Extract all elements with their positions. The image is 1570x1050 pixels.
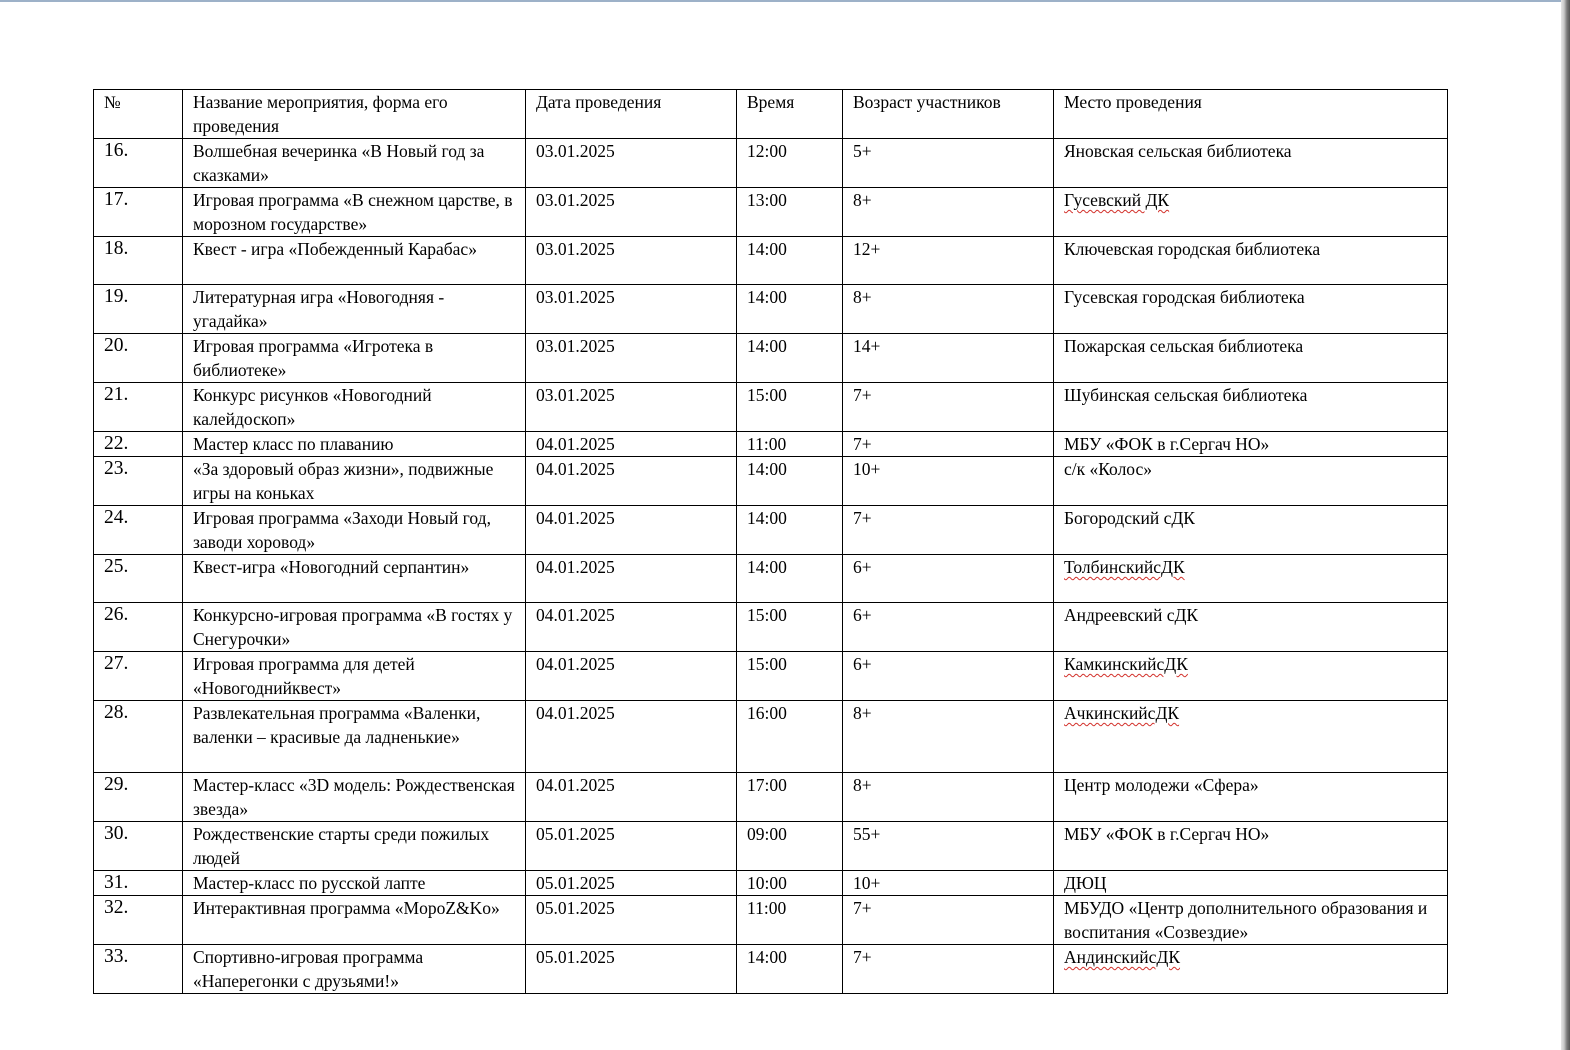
event-age: 7+ bbox=[843, 945, 1054, 994]
event-place-text: Гусевский ДК bbox=[1064, 190, 1170, 210]
event-place-text: КамкинскийсДК bbox=[1064, 654, 1188, 674]
row-num: 25. bbox=[94, 555, 183, 603]
event-age: 6+ bbox=[843, 555, 1054, 603]
event-name: Конкурс рисунков «Новогодний калейдоскоп» bbox=[183, 383, 526, 432]
event-time: 11:00 bbox=[737, 432, 843, 457]
event-date: 03.01.2025 bbox=[526, 383, 737, 432]
event-date: 04.01.2025 bbox=[526, 432, 737, 457]
event-age: 10+ bbox=[843, 871, 1054, 896]
event-age: 10+ bbox=[843, 457, 1054, 506]
event-time: 09:00 bbox=[737, 822, 843, 871]
event-name: Игровая программа для детей «Новогоднийквест» bbox=[183, 652, 526, 701]
event-name: Игровая программа «В снежном царстве, в морозном государстве» bbox=[183, 188, 526, 237]
event-name: Интерактивная программа «MopoZ&Ko» bbox=[183, 896, 526, 945]
event-place: МБУДО «Центр дополнительного образования и воспитания «Созвездие» bbox=[1054, 896, 1448, 945]
event-time: 14:00 bbox=[737, 285, 843, 334]
event-place bbox=[1054, 945, 1448, 994]
row-num: 21. bbox=[94, 383, 183, 432]
row-num: 22. bbox=[94, 432, 183, 457]
event-name: Волшебная вечеринка «В Новый год за сказками» bbox=[183, 139, 526, 188]
event-date: 04.01.2025 bbox=[526, 603, 737, 652]
event-place bbox=[1054, 652, 1448, 701]
event-name: Литературная игра «Новогодняя - угадайка» bbox=[183, 285, 526, 334]
event-place: МБУ «ФОК в г.Сергач НО» bbox=[1054, 432, 1448, 457]
table-row bbox=[94, 896, 1448, 945]
event-date: 03.01.2025 bbox=[526, 188, 737, 237]
table-row bbox=[94, 506, 1448, 555]
event-time: 12:00 bbox=[737, 139, 843, 188]
event-name: Мастер-класс «3D модель: Рождественская звезда» bbox=[183, 773, 526, 822]
table-row bbox=[94, 701, 1448, 773]
row-num: 32. bbox=[94, 896, 183, 945]
event-age: 8+ bbox=[843, 773, 1054, 822]
table-row bbox=[94, 652, 1448, 701]
event-date: 04.01.2025 bbox=[526, 773, 737, 822]
row-num: 16. bbox=[94, 139, 183, 188]
row-num: 18. bbox=[94, 237, 183, 285]
event-name: Игровая программа «Заходи Новый год, заводи хоровод» bbox=[183, 506, 526, 555]
window-top-border bbox=[0, 0, 1570, 2]
event-time: 15:00 bbox=[737, 652, 843, 701]
event-place-text: АчкинскийсДК bbox=[1064, 703, 1180, 723]
table-row bbox=[94, 237, 1448, 285]
event-place: Богородский сДК bbox=[1054, 506, 1448, 555]
header-date: Дата проведения bbox=[526, 90, 737, 139]
header-event-name: Название мероприятия, форма его проведения bbox=[183, 90, 526, 139]
event-name: Спортивно-игровая программа «Наперегонки с друзьями!» bbox=[183, 945, 526, 994]
event-name: Рождественские старты среди пожилых людей bbox=[183, 822, 526, 871]
event-place: Шубинская сельская библиотека bbox=[1054, 383, 1448, 432]
row-num: 27. bbox=[94, 652, 183, 701]
event-date: 04.01.2025 bbox=[526, 555, 737, 603]
event-name: Мастер-класс по русской лапте bbox=[183, 871, 526, 896]
event-name: Конкурсно-игровая программа «В гостях у Снегурочки» bbox=[183, 603, 526, 652]
row-num: 26. bbox=[94, 603, 183, 652]
event-age: 12+ bbox=[843, 237, 1054, 285]
window-right-scroll-edge[interactable] bbox=[1561, 0, 1570, 1050]
event-age: 55+ bbox=[843, 822, 1054, 871]
event-age: 7+ bbox=[843, 383, 1054, 432]
row-num: 19. bbox=[94, 285, 183, 334]
table-row bbox=[94, 871, 1448, 896]
header-num: № bbox=[94, 90, 183, 139]
event-time: 10:00 bbox=[737, 871, 843, 896]
event-age: 8+ bbox=[843, 188, 1054, 237]
event-age: 5+ bbox=[843, 139, 1054, 188]
table-row bbox=[94, 188, 1448, 237]
event-name: Развлекательная программа «Валенки, валенки – красивые да ладненькие» bbox=[183, 701, 526, 773]
table-row bbox=[94, 603, 1448, 652]
event-time: 14:00 bbox=[737, 457, 843, 506]
event-time: 14:00 bbox=[737, 334, 843, 383]
event-date: 04.01.2025 bbox=[526, 457, 737, 506]
event-age: 14+ bbox=[843, 334, 1054, 383]
event-date: 03.01.2025 bbox=[526, 334, 737, 383]
event-name: Игровая программа «Игротека в библиотеке» bbox=[183, 334, 526, 383]
event-place: Гусевская городская библиотека bbox=[1054, 285, 1448, 334]
table-row bbox=[94, 383, 1448, 432]
table-row bbox=[94, 139, 1448, 188]
event-date: 04.01.2025 bbox=[526, 701, 737, 773]
table-row bbox=[94, 822, 1448, 871]
event-time: 14:00 bbox=[737, 506, 843, 555]
event-age: 8+ bbox=[843, 285, 1054, 334]
event-time: 11:00 bbox=[737, 896, 843, 945]
event-age: 6+ bbox=[843, 603, 1054, 652]
event-age: 8+ bbox=[843, 701, 1054, 773]
event-date: 03.01.2025 bbox=[526, 139, 737, 188]
row-num: 23. bbox=[94, 457, 183, 506]
row-num: 29. bbox=[94, 773, 183, 822]
event-place-text: АндинскийсДК bbox=[1064, 947, 1181, 967]
event-time: 15:00 bbox=[737, 603, 843, 652]
event-place: ДЮЦ bbox=[1054, 871, 1448, 896]
event-time: 16:00 bbox=[737, 701, 843, 773]
row-num: 31. bbox=[94, 871, 183, 896]
header-place: Место проведения bbox=[1054, 90, 1448, 139]
event-date: 05.01.2025 bbox=[526, 896, 737, 945]
row-num: 17. bbox=[94, 188, 183, 237]
event-date: 04.01.2025 bbox=[526, 652, 737, 701]
header-time: Время bbox=[737, 90, 843, 139]
events-schedule-table bbox=[93, 89, 1448, 994]
event-place: МБУ «ФОК в г.Сергач НО» bbox=[1054, 822, 1448, 871]
event-place bbox=[1054, 701, 1448, 773]
event-age: 7+ bbox=[843, 432, 1054, 457]
table-row bbox=[94, 285, 1448, 334]
row-num: 28. bbox=[94, 701, 183, 773]
event-place: Центр молодежи «Сфера» bbox=[1054, 773, 1448, 822]
event-place-text: ТолбинскийсДК bbox=[1064, 557, 1185, 577]
event-date: 04.01.2025 bbox=[526, 506, 737, 555]
event-place bbox=[1054, 188, 1448, 237]
header-age: Возраст участников bbox=[843, 90, 1054, 139]
event-age: 7+ bbox=[843, 506, 1054, 555]
table-row bbox=[94, 457, 1448, 506]
event-time: 13:00 bbox=[737, 188, 843, 237]
table-row bbox=[94, 555, 1448, 603]
event-name: Квест - игра «Побежденный Карабас» bbox=[183, 237, 526, 285]
event-time: 17:00 bbox=[737, 773, 843, 822]
table-row bbox=[94, 773, 1448, 822]
event-date: 05.01.2025 bbox=[526, 945, 737, 994]
row-num: 20. bbox=[94, 334, 183, 383]
event-place bbox=[1054, 555, 1448, 603]
event-place: Андреевский сДК bbox=[1054, 603, 1448, 652]
row-num: 30. bbox=[94, 822, 183, 871]
event-age: 7+ bbox=[843, 896, 1054, 945]
table-row bbox=[94, 334, 1448, 383]
event-date: 03.01.2025 bbox=[526, 285, 737, 334]
event-place: Пожарская сельская библиотека bbox=[1054, 334, 1448, 383]
event-date: 05.01.2025 bbox=[526, 822, 737, 871]
event-time: 14:00 bbox=[737, 945, 843, 994]
table-row bbox=[94, 432, 1448, 457]
table-row bbox=[94, 945, 1448, 994]
row-num: 33. bbox=[94, 945, 183, 994]
event-name: Мастер класс по плаванию bbox=[183, 432, 526, 457]
event-place: Ключевская городская библиотека bbox=[1054, 237, 1448, 285]
event-time: 15:00 bbox=[737, 383, 843, 432]
event-name: Квест-игра «Новогодний серпантин» bbox=[183, 555, 526, 603]
event-name: «За здоровый образ жизни», подвижные игры на коньках bbox=[183, 457, 526, 506]
event-place: Яновская сельская библиотека bbox=[1054, 139, 1448, 188]
event-time: 14:00 bbox=[737, 237, 843, 285]
row-num: 24. bbox=[94, 506, 183, 555]
event-date: 05.01.2025 bbox=[526, 871, 737, 896]
event-date: 03.01.2025 bbox=[526, 237, 737, 285]
event-age: 6+ bbox=[843, 652, 1054, 701]
event-place: с/к «Колос» bbox=[1054, 457, 1448, 506]
event-time: 14:00 bbox=[737, 555, 843, 603]
table-header-row bbox=[94, 90, 1448, 139]
